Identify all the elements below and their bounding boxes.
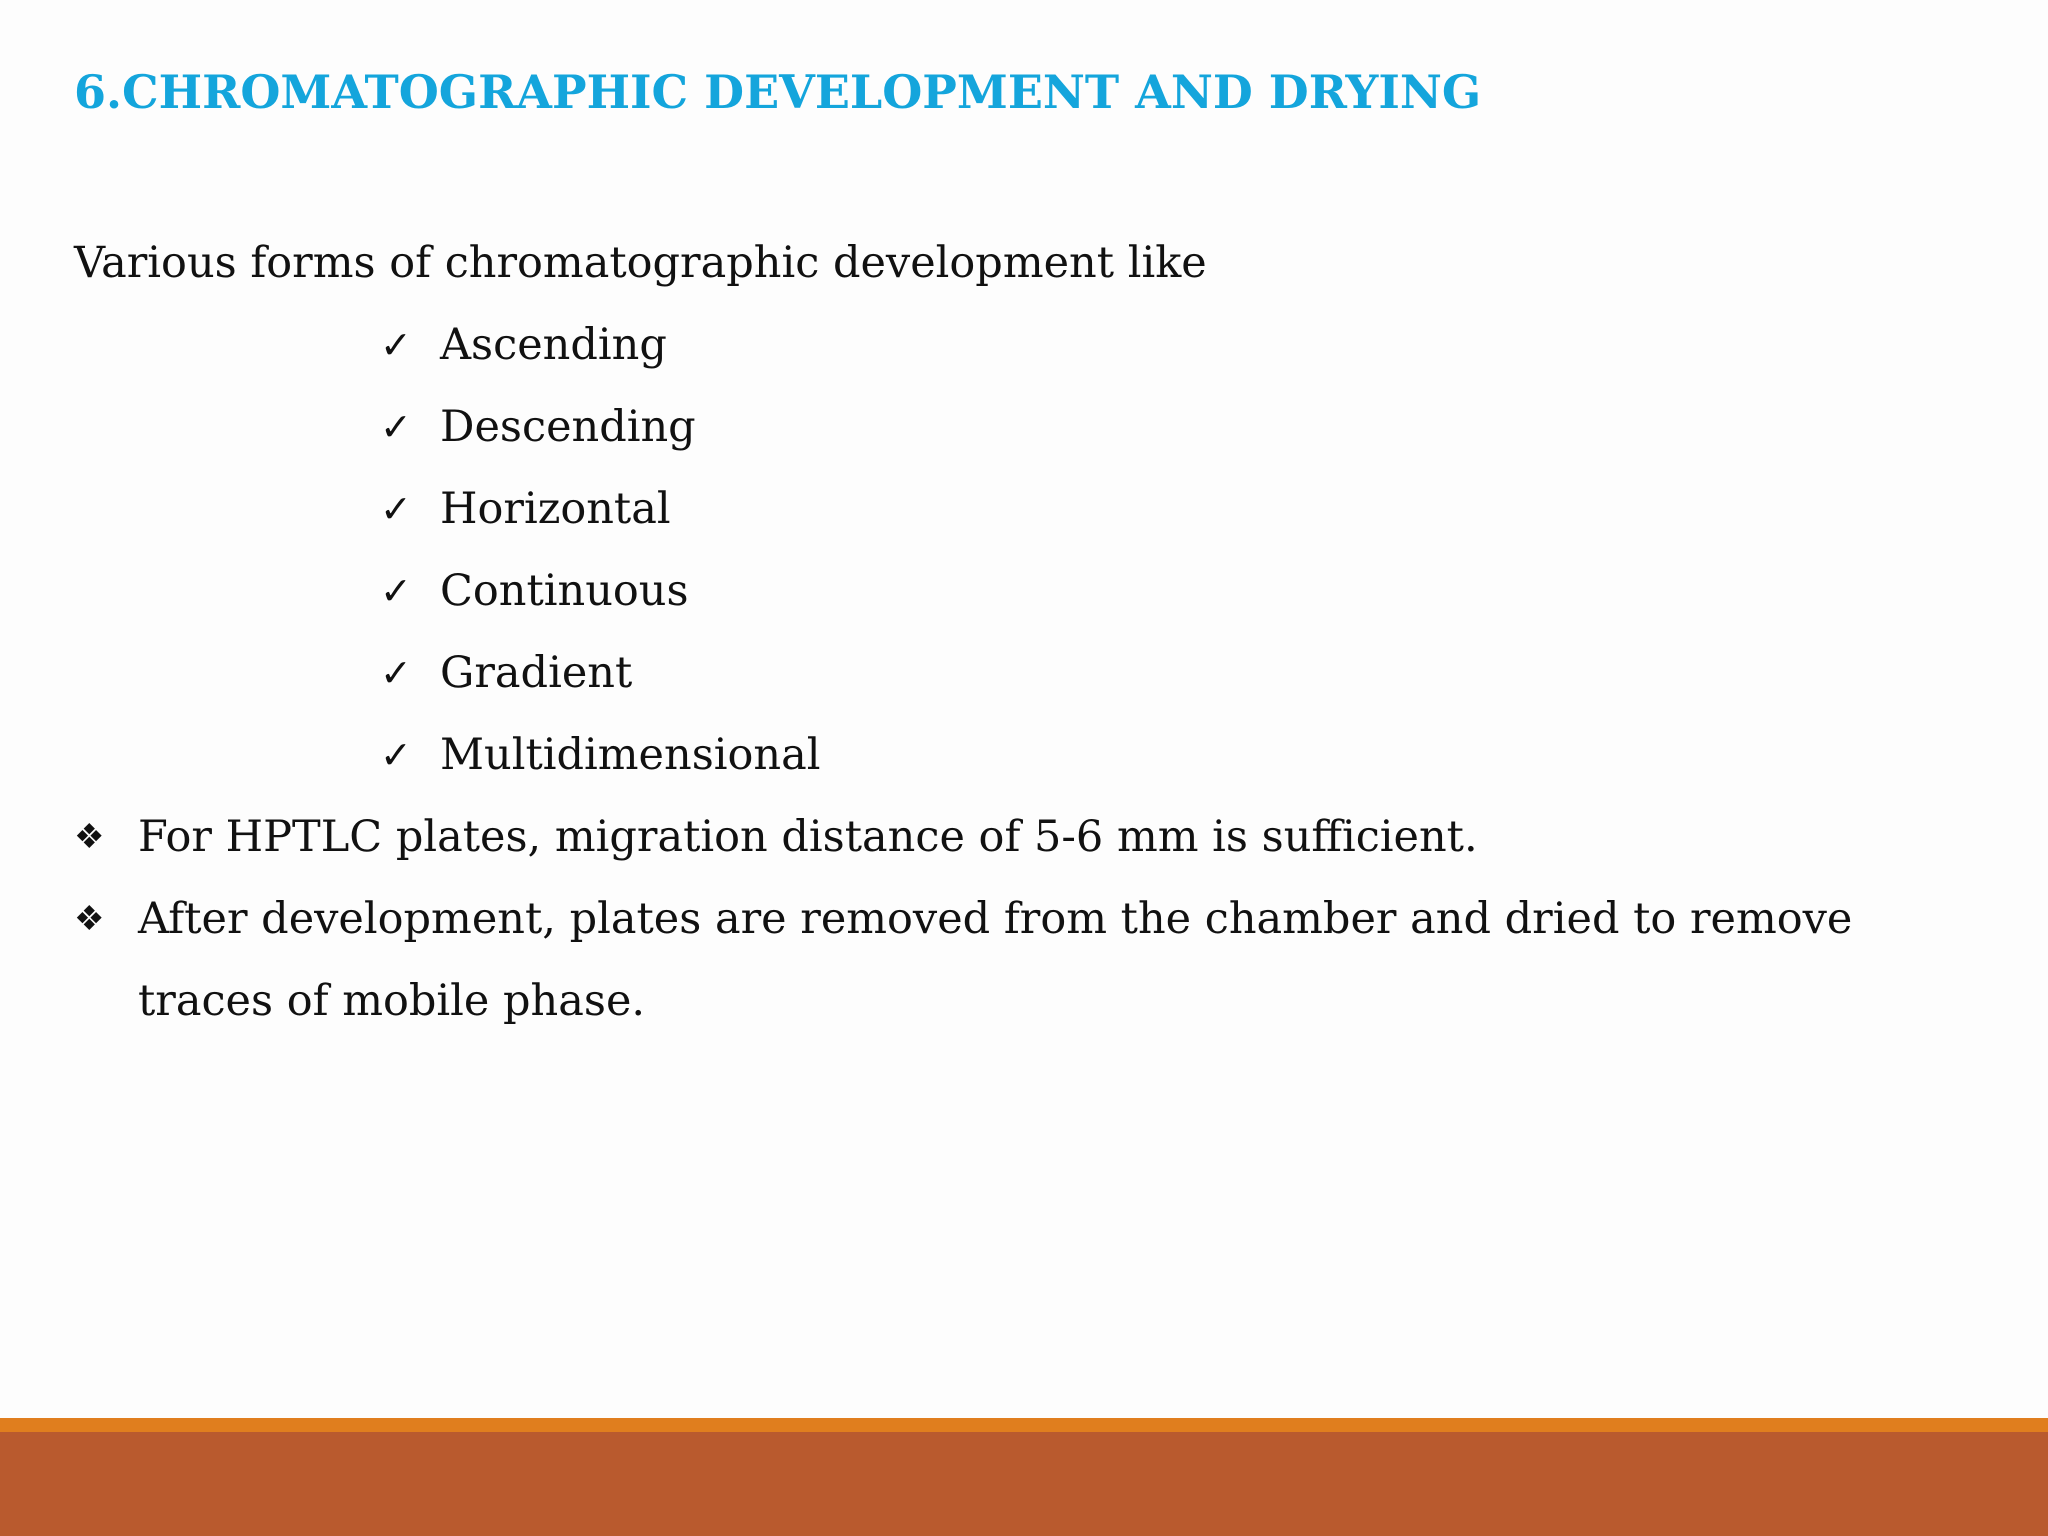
footer-band [0, 1432, 2048, 1536]
footer-accent-bar [0, 1418, 2048, 1432]
development-forms-list [74, 314, 1974, 806]
four-diamond-bullet-icon: ❖ [74, 899, 105, 939]
four-diamond-bullet-icon: ❖ [74, 817, 105, 857]
list-item-label: Multidimensional [440, 730, 821, 780]
checkmark-icon: ✓ [380, 323, 412, 367]
checkmark-icon: ✓ [380, 405, 412, 449]
slide-content [74, 232, 1974, 1052]
list-item [380, 560, 1974, 642]
checkmark-icon: ✓ [380, 487, 412, 531]
list-item [380, 314, 1974, 396]
list-item-label: Ascending [440, 320, 667, 370]
slide-title: 6.CHROMATOGRAPHIC DEVELOPMENT AND DRYING [74, 65, 1482, 119]
list-item-label: Gradient [440, 648, 633, 698]
notes-list [74, 806, 1974, 1052]
list-item-label: Descending [440, 402, 696, 452]
intro-text: Various forms of chromatographic development like [74, 238, 1207, 288]
bullet-item [74, 796, 1974, 878]
checkmark-icon: ✓ [380, 651, 412, 695]
checkmark-icon: ✓ [380, 569, 412, 613]
list-item [380, 642, 1974, 724]
list-item-label: Horizontal [440, 484, 671, 534]
list-item-label: Continuous [440, 566, 689, 616]
bullet-text: For HPTLC plates, migration distance of 5-6 mm is sufficient. [138, 812, 1478, 862]
bullet-item [74, 878, 1974, 1042]
bullet-text: After development, plates are removed from the chamber and dried to remove traces of mobile phase. [138, 894, 1853, 1026]
checkmark-icon: ✓ [380, 733, 412, 777]
list-item [380, 478, 1974, 560]
list-item [380, 724, 1974, 806]
list-item [380, 396, 1974, 478]
